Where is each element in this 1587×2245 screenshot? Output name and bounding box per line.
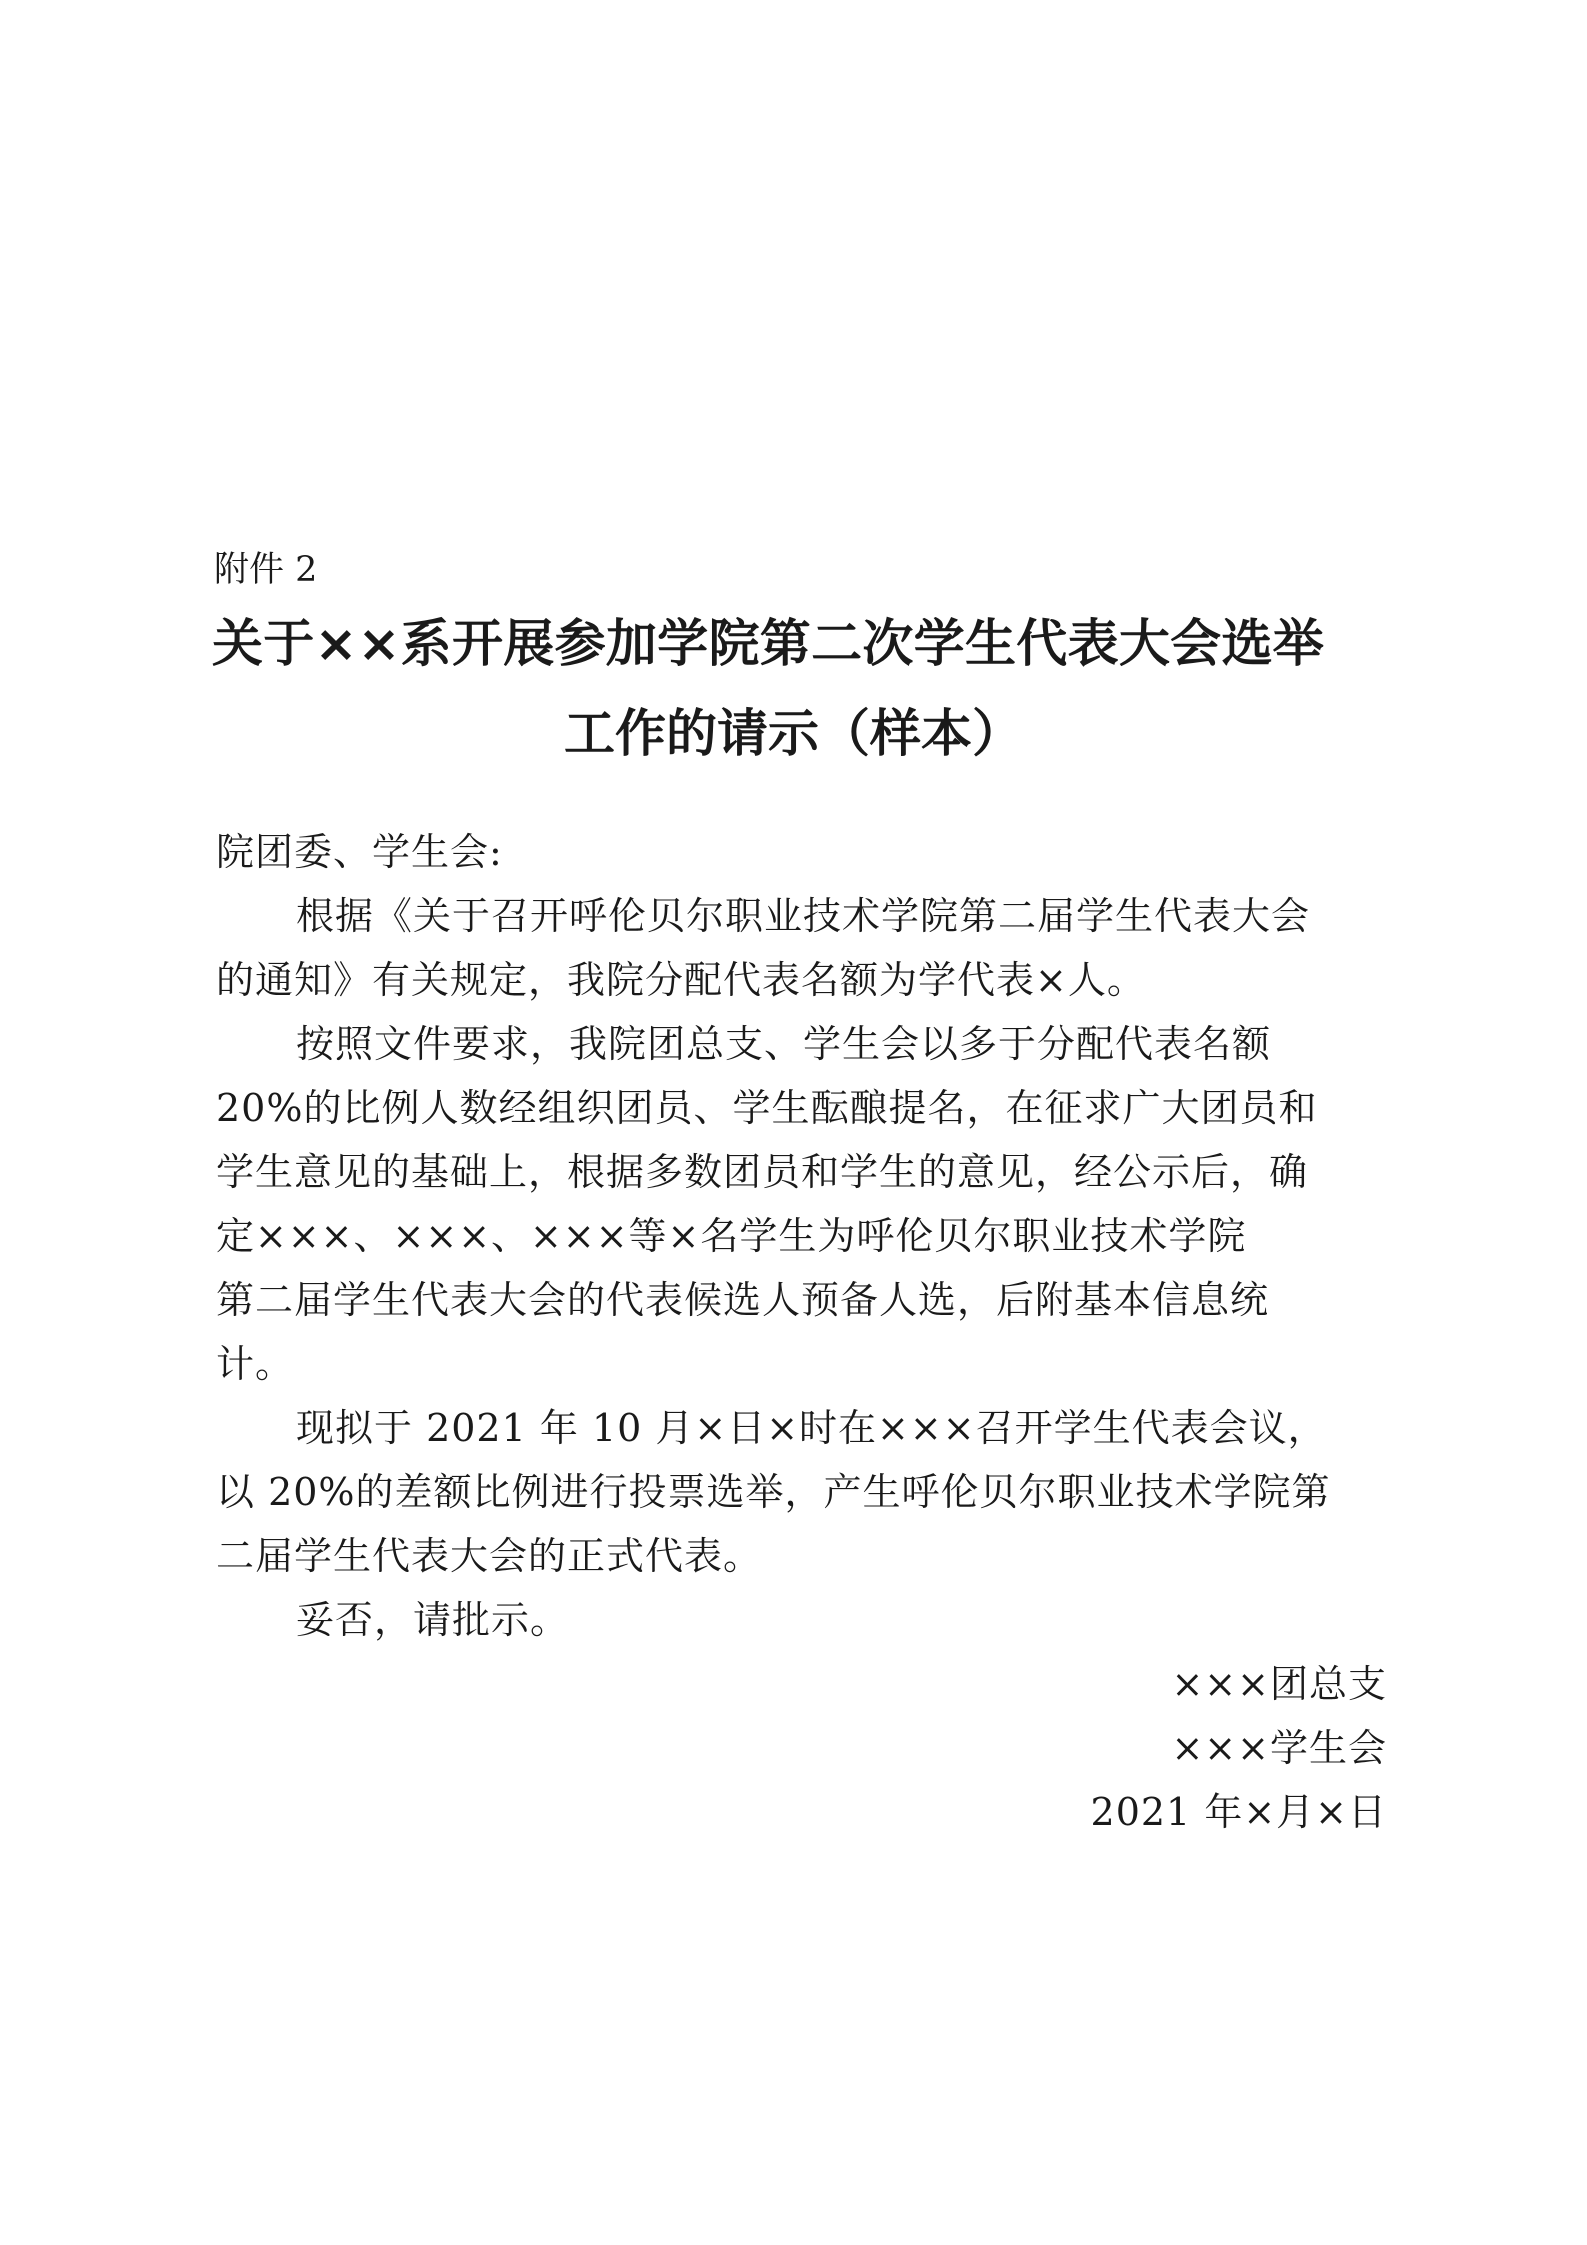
salutation: 院团委、学生会: bbox=[216, 830, 503, 874]
attachment-label: 附件 2 bbox=[214, 550, 318, 590]
body-line: 二届学生代表大会的正式代表。 bbox=[216, 1534, 763, 1578]
body-line: 的通知》有关规定，我院分配代表名额为学代表×人。 bbox=[216, 958, 1146, 1002]
body-line: 第二届学生代表大会的代表候选人预备人选，后附基本信息统 bbox=[216, 1278, 1270, 1322]
body-line: 妥否，请批示。 bbox=[296, 1598, 570, 1642]
body-line: 按照文件要求，我院团总支、学生会以多于分配代表名额 bbox=[296, 1022, 1272, 1066]
body-line: 现拟于 2021 年 10 月×日×时在×××召开学生代表会议， bbox=[296, 1406, 1327, 1450]
body-line: 定×××、×××、×××等×名学生为呼伦贝尔职业技术学院 bbox=[216, 1214, 1247, 1258]
document-title-line-2: 工作的请示（样本） bbox=[563, 705, 1023, 764]
body-line: 根据《关于召开呼伦贝尔职业技术学院第二届学生代表大会 bbox=[296, 894, 1311, 938]
document-title-line-1: 关于××系开展参加学院第二次学生代表大会选举 bbox=[212, 615, 1325, 674]
body-line: 计。 bbox=[216, 1342, 295, 1386]
signature-org-2: ×××学生会 bbox=[1171, 1726, 1387, 1770]
signature-org-1: ×××团总支 bbox=[1171, 1662, 1387, 1706]
body-line: 20%的比例人数经组织团员、学生酝酿提名，在征求广大团员和 bbox=[216, 1086, 1318, 1130]
body-line: 以 20%的差额比例进行投票选举，产生呼伦贝尔职业技术学院第 bbox=[216, 1470, 1331, 1514]
signature-date: 2021 年×月×日 bbox=[1090, 1790, 1387, 1834]
body-line: 学生意见的基础上，根据多数团员和学生的意见，经公示后，确 bbox=[216, 1150, 1309, 1194]
